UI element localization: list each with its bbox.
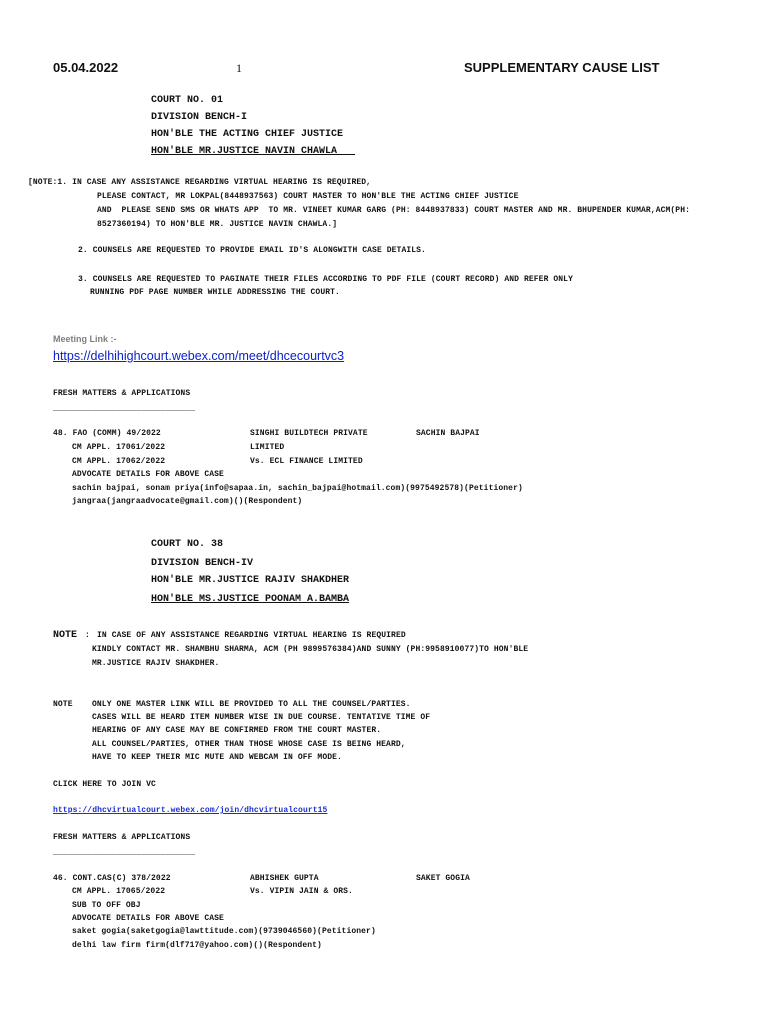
application-number: CM APPL. 17065/2022 — [72, 887, 166, 896]
note-line: AND PLEASE SEND SMS OR WHATS APP TO MR. VINEET KUMAR GARG (PH: 8448937833) COURT MASTER AND MR. BHUPENDER KUMAR,ACM(PH: — [97, 206, 690, 215]
list-date: 05.04.2022 — [53, 60, 119, 75]
bench-name: DIVISION BENCH-I — [151, 112, 248, 123]
divider: _____________________________ — [53, 848, 196, 857]
party-name: Vs. VIPIN JAIN & ORS. — [250, 887, 353, 896]
advocate-details-heading: ADVOCATE DETAILS FOR ABOVE CASE — [72, 470, 224, 479]
section-heading: FRESH MATTERS & APPLICATIONS — [53, 389, 191, 398]
judge-name: HON'BLE MS.JUSTICE POONAM A.BAMBA — [151, 594, 350, 605]
advocate-details-heading: ADVOCATE DETAILS FOR ABOVE CASE — [72, 914, 224, 923]
note-line: CASES WILL BE HEARD ITEM NUMBER WISE IN DUE COURSE. TENTATIVE TIME OF — [92, 713, 431, 722]
page-number: 1 — [236, 61, 242, 75]
party-name: LIMITED — [250, 443, 285, 452]
note-line: ONLY ONE MASTER LINK WILL BE PROVIDED TO ALL THE COUNSEL/PARTIES. — [92, 700, 411, 709]
case-remark: SUB TO OFF OBJ — [72, 901, 141, 910]
note-line: 3. COUNSELS ARE REQUESTED TO PAGINATE THEIR FILES ACCORDING TO PDF FILE (COURT RECORD) AND REFER ONLY — [78, 275, 573, 284]
advocate-details: delhi law firm firm(dlf717@yahoo.com)()(Respondent) — [72, 941, 322, 950]
note-line: ALL COUNSEL/PARTIES, OTHER THAN THOSE WHOSE CASE IS BEING HEARD, — [92, 740, 406, 749]
advocate-details: saket gogia(saketgogia@lawttitude.com)(9739046560)(Petitioner) — [72, 927, 376, 936]
note-line: HEARING OF ANY CASE MAY BE CONFIRMED FROM THE COURT MASTER. — [92, 726, 382, 735]
note-line: KINDLY CONTACT MR. SHAMBHU SHARMA, ACM (PH 9899576384)AND SUNNY (PH:9958910077)TO HON'BLE — [92, 645, 529, 654]
note-line: PLEASE CONTACT, MR LOKPAL(8448937563) COURT MASTER TO HON'BLE THE ACTING CHIEF JUSTICE — [97, 192, 519, 201]
advocate-name: SACHIN BAJPAI — [416, 429, 480, 438]
divider: _____________________________ — [53, 404, 196, 413]
note-line: 8527360194) TO HON'BLE MR. JUSTICE NAVIN CHAWLA.] — [97, 220, 338, 229]
party-name: ABHISHEK GUPTA — [250, 874, 319, 883]
note-line: MR.JUSTICE RAJIV SHAKDHER. — [92, 659, 220, 668]
note-label: NOTE — [53, 630, 78, 641]
advocate-name: SAKET GOGIA — [416, 874, 470, 883]
advocate-details: sachin bajpai, sonam priya(info@sapaa.in, sachin_bajpai@hotmail.com)(9975492578)(Petitioner) — [72, 484, 523, 493]
application-number: CM APPL. 17062/2022 — [72, 457, 166, 466]
note-label: NOTE — [53, 700, 73, 709]
court-number: COURT NO. 38 — [151, 539, 224, 550]
party-name: SINGHI BUILDTECH PRIVATE — [250, 429, 368, 438]
case-number: 46. CONT.CAS(C) 378/2022 — [53, 874, 171, 883]
meeting-link-label: Meeting Link :- — [53, 334, 117, 344]
note-line: HAVE TO KEEP THEIR MIC MUTE AND WEBCAM IN OFF MODE. — [92, 753, 342, 762]
note-line: RUNNING PDF PAGE NUMBER WHILE ADDRESSING THE COURT. — [90, 288, 340, 297]
bench-name: DIVISION BENCH-IV — [151, 558, 254, 569]
section-heading: FRESH MATTERS & APPLICATIONS — [53, 833, 191, 842]
judge-name: HON'BLE MR.JUSTICE NAVIN CHAWLA — [151, 146, 356, 157]
judge-name: HON'BLE MR.JUSTICE RAJIV SHAKDHER — [151, 575, 350, 586]
note-line: [NOTE:1. IN CASE ANY ASSISTANCE REGARDING VIRTUAL HEARING IS REQUIRED, — [28, 178, 372, 187]
list-title: SUPPLEMENTARY CAUSE LIST — [464, 60, 660, 75]
case-number: 48. FAO (COMM) 49/2022 — [53, 429, 161, 438]
join-vc-label: CLICK HERE TO JOIN VC — [53, 780, 156, 789]
note-line: 2. COUNSELS ARE REQUESTED TO PROVIDE EMAIL ID'S ALONGWITH CASE DETAILS. — [78, 246, 426, 255]
party-name: Vs. ECL FINANCE LIMITED — [250, 457, 363, 466]
court-number: COURT NO. 01 — [151, 95, 224, 106]
vc-link[interactable]: https://dhcvirtualcourt.webex.com/join/dhcvirtualcourt15 — [53, 806, 328, 815]
note-line: IN CASE OF ANY ASSISTANCE REGARDING VIRTUAL HEARING IS REQUIRED — [97, 631, 406, 640]
note-separator: : — [85, 631, 90, 640]
application-number: CM APPL. 17061/2022 — [72, 443, 166, 452]
judge-name: HON'BLE THE ACTING CHIEF JUSTICE — [151, 129, 344, 140]
advocate-details: jangraa(jangraadvocate@gmail.com)()(Respondent) — [72, 497, 303, 506]
meeting-link[interactable]: https://delhihighcourt.webex.com/meet/dhcecourtvc3 — [53, 349, 345, 363]
